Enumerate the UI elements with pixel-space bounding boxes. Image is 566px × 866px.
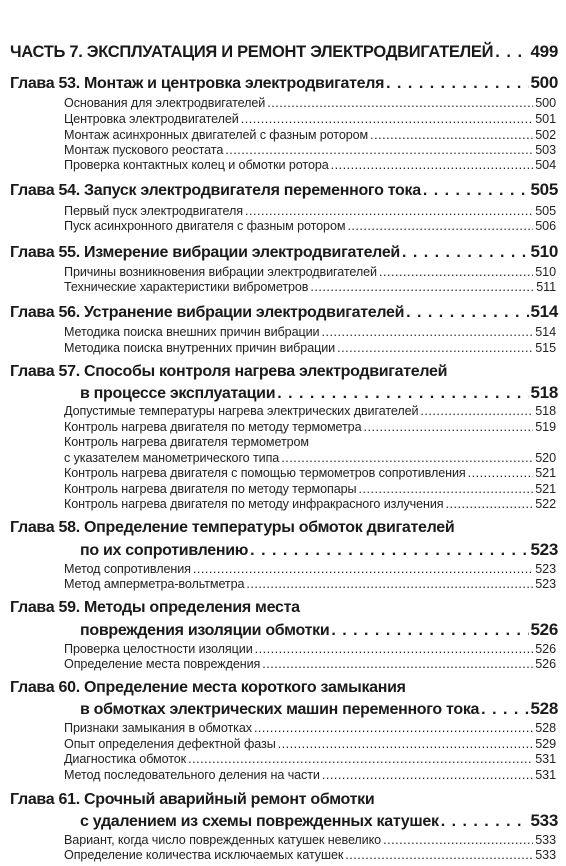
chapter-heading[interactable] xyxy=(10,73,558,93)
section-title: Метод последовательного деления на части xyxy=(64,768,320,782)
section-entry[interactable] xyxy=(64,420,556,434)
chapter-heading[interactable] xyxy=(10,519,558,537)
chapter-title: в процессе эксплуатации xyxy=(80,385,276,402)
section-entry[interactable] xyxy=(64,404,556,418)
leader-dots xyxy=(370,128,533,142)
section-entry[interactable] xyxy=(64,158,556,172)
section-title: Метод сопротивления xyxy=(64,562,191,576)
section-entry[interactable] xyxy=(64,451,556,465)
leader-dots xyxy=(246,577,533,591)
section-title: Технические характеристики виброметров xyxy=(64,280,309,294)
section-entry[interactable] xyxy=(64,128,556,142)
page-number: 528 xyxy=(535,721,556,735)
page-number: 533 xyxy=(535,833,556,847)
section-entry[interactable] xyxy=(64,562,556,576)
leader-dots xyxy=(386,75,528,93)
page-number: 519 xyxy=(535,420,556,434)
section-title: Определение места повреждения xyxy=(64,657,261,671)
leader-dots xyxy=(441,813,529,831)
section-title: Монтаж асинхронных двигателей с фазным ротором xyxy=(64,128,369,142)
section-title: Основания для электродвигателей xyxy=(64,96,266,110)
chapter-title: в обмотках электрических машин переменного тока xyxy=(80,701,480,718)
leader-dots xyxy=(278,737,534,751)
section-entry[interactable] xyxy=(64,96,556,110)
section-title: Контроль нагрева двигателя с помощью термометров сопротивления xyxy=(64,466,466,480)
section-entry[interactable] xyxy=(64,265,556,279)
leader-dots xyxy=(364,420,534,434)
page-number: 526 xyxy=(530,620,558,639)
section-entry[interactable] xyxy=(64,768,556,782)
section-entry[interactable] xyxy=(64,219,556,233)
leader-dots xyxy=(255,642,534,656)
chapter-title: с удалением из схемы поврежденных катушек xyxy=(80,813,439,830)
section-entry[interactable] xyxy=(64,752,556,766)
leader-dots xyxy=(188,752,533,766)
page-number: 503 xyxy=(535,143,556,157)
leader-dots xyxy=(347,219,533,233)
page-number: 523 xyxy=(535,577,556,591)
chapter-heading-continued[interactable] xyxy=(80,811,558,831)
page-number: 501 xyxy=(535,112,556,126)
leader-dots xyxy=(277,385,528,403)
leader-dots xyxy=(250,542,528,560)
page-number: 510 xyxy=(535,265,556,279)
page-number: 520 xyxy=(535,451,556,465)
chapter-heading-continued[interactable] xyxy=(80,383,558,403)
page-number: 529 xyxy=(535,737,556,751)
section-entry[interactable] xyxy=(64,577,556,591)
leader-dots xyxy=(245,204,533,218)
page-number: 505 xyxy=(535,204,556,218)
chapter-heading[interactable] xyxy=(10,302,558,322)
section-title: Признаки замыкания в обмотках xyxy=(64,721,252,735)
section-title: Вариант, когда число поврежденных катушек невелико xyxy=(64,833,382,847)
leader-dots xyxy=(254,721,533,735)
page-number: 528 xyxy=(530,699,558,718)
leader-dots xyxy=(358,482,533,496)
section-entry[interactable] xyxy=(64,642,556,656)
chapter-title: Глава 53. Монтаж и центровка электродвигателя xyxy=(10,75,385,92)
page-number: 533 xyxy=(530,811,558,830)
section-title: Диагностика обмоток xyxy=(64,752,187,766)
section-title: Причины возникновения вибрации электродвигателей xyxy=(64,265,377,279)
section-entry[interactable] xyxy=(64,833,556,847)
leader-dots xyxy=(225,143,533,157)
section-entry[interactable] xyxy=(64,280,556,294)
page-number: 500 xyxy=(535,96,556,110)
chapter-title: Глава 55. Измерение вибрации электродвигателей xyxy=(10,244,400,261)
section-entry[interactable] xyxy=(64,466,556,480)
chapter-heading-continued[interactable] xyxy=(80,620,558,640)
leader-dots xyxy=(267,96,533,110)
section-title: Определение количества исключаемых катушек xyxy=(64,848,344,862)
chapter-heading-continued[interactable] xyxy=(80,699,558,719)
page-number: 504 xyxy=(535,158,556,172)
leader-dots xyxy=(423,182,529,200)
page-number: 510 xyxy=(530,242,558,261)
page-number: 505 xyxy=(530,180,558,199)
chapter-title: Глава 54. Запуск электродвигателя переменного тока xyxy=(10,182,421,199)
section-entry[interactable] xyxy=(64,482,556,496)
page-number: 533 xyxy=(535,848,556,862)
page-number: 526 xyxy=(535,657,556,671)
leader-dots xyxy=(379,265,533,279)
chapter-title: Глава 59. Методы определения места xyxy=(10,599,300,616)
section-title: с указателем манометрического типа xyxy=(64,451,280,465)
section-entry[interactable] xyxy=(64,848,556,862)
page-number: 522 xyxy=(535,497,556,511)
leader-dots xyxy=(241,112,534,126)
leader-dots xyxy=(331,622,528,640)
section-entry[interactable] xyxy=(64,112,556,126)
leader-dots xyxy=(331,158,534,172)
section-title: Контроль нагрева двигателя по методу термопары xyxy=(64,482,357,496)
leader-dots xyxy=(468,466,534,480)
section-title: Методика поиска внешних причин вибрации xyxy=(64,325,320,339)
leader-dots xyxy=(322,768,533,782)
leader-dots xyxy=(481,701,528,719)
page-number: 506 xyxy=(535,219,556,233)
part-heading[interactable] xyxy=(10,42,558,62)
chapter-heading[interactable] xyxy=(10,599,558,617)
chapter-heading[interactable] xyxy=(10,363,558,381)
chapter-heading[interactable] xyxy=(10,679,558,697)
page-number: 511 xyxy=(536,280,556,294)
leader-dots xyxy=(495,43,528,62)
page-number: 514 xyxy=(530,302,558,321)
leader-dots xyxy=(406,304,528,322)
section-title: Допустимые температуры нагрева электрических двигателей xyxy=(64,404,419,418)
section-title: Пуск асинхронного двигателя с фазным ротором xyxy=(64,219,346,233)
chapter-heading[interactable] xyxy=(10,180,558,200)
section-title: Монтаж пускового реостата xyxy=(64,143,224,157)
section-entry[interactable] xyxy=(64,497,556,511)
part-title: ЧАСТЬ 7. ЭКСПЛУАТАЦИЯ И РЕМОНТ ЭЛЕКТРОДВИГАТЕЛЕЙ xyxy=(10,43,494,61)
page-number: 531 xyxy=(535,752,556,766)
page-number: 531 xyxy=(535,768,556,782)
section-title: Методика поиска внутренних причин вибрации xyxy=(64,341,336,355)
leader-dots xyxy=(402,244,529,262)
section-title: Контроль нагрева двигателя по методу инфракрасного излучения xyxy=(64,497,444,511)
section-title: Проверка целостности изоляции xyxy=(64,642,253,656)
section-title: Контроль нагрева двигателя термометром xyxy=(64,435,309,449)
leader-dots xyxy=(345,848,533,862)
chapter-title: Глава 56. Устранение вибрации электродвигателей xyxy=(10,304,405,321)
page-number: 523 xyxy=(530,540,558,559)
page-number: 518 xyxy=(535,404,556,418)
chapter-heading[interactable] xyxy=(10,242,558,262)
chapter-title: Глава 58. Определение температуры обмоток двигателей xyxy=(10,519,455,536)
page-number: 523 xyxy=(535,562,556,576)
section-title: Первый пуск электродвигателя xyxy=(64,204,243,218)
section-entry[interactable] xyxy=(64,325,556,339)
section-entry[interactable] xyxy=(64,341,556,355)
leader-dots xyxy=(446,497,534,511)
chapter-heading[interactable] xyxy=(10,791,558,809)
section-entry[interactable] xyxy=(64,143,556,157)
section-entry[interactable] xyxy=(64,721,556,735)
leader-dots xyxy=(193,562,533,576)
page-number: 521 xyxy=(535,482,556,496)
section-title: Контроль нагрева двигателя по методу термометра xyxy=(64,420,362,434)
section-entry[interactable] xyxy=(64,657,556,671)
chapter-title: Глава 60. Определение места короткого замыкания xyxy=(10,679,406,696)
leader-dots xyxy=(262,657,533,671)
page-number: 499 xyxy=(530,42,558,61)
leader-dots xyxy=(281,451,533,465)
leader-dots xyxy=(310,280,534,294)
leader-dots xyxy=(420,404,533,418)
section-entry-line1[interactable] xyxy=(64,435,309,449)
page-number: 502 xyxy=(535,128,556,142)
chapter-title: Глава 57. Способы контроля нагрева электродвигателей xyxy=(10,363,448,380)
page-number: 515 xyxy=(535,341,556,355)
page-number: 500 xyxy=(530,73,558,92)
section-title: Опыт определения дефектной фазы xyxy=(64,737,276,751)
page-number: 514 xyxy=(535,325,556,339)
chapter-title: по их сопротивлению xyxy=(80,542,249,559)
page-number: 518 xyxy=(530,383,558,402)
leader-dots xyxy=(337,341,533,355)
section-title: Центровка электродвигателей xyxy=(64,112,239,126)
chapter-title: Глава 61. Срочный аварийный ремонт обмотки xyxy=(10,791,375,808)
section-title: Метод амперметра-вольтметра xyxy=(64,577,245,591)
leader-dots xyxy=(321,325,533,339)
section-entry[interactable] xyxy=(64,204,556,218)
page-number: 526 xyxy=(535,642,556,656)
chapter-title: повреждения изоляции обмотки xyxy=(80,622,330,639)
page-number: 521 xyxy=(535,466,556,480)
section-title: Проверка контактных колец и обмотки ротора xyxy=(64,158,329,172)
section-entry[interactable] xyxy=(64,737,556,751)
chapter-heading-continued[interactable] xyxy=(80,540,558,560)
leader-dots xyxy=(383,833,533,847)
